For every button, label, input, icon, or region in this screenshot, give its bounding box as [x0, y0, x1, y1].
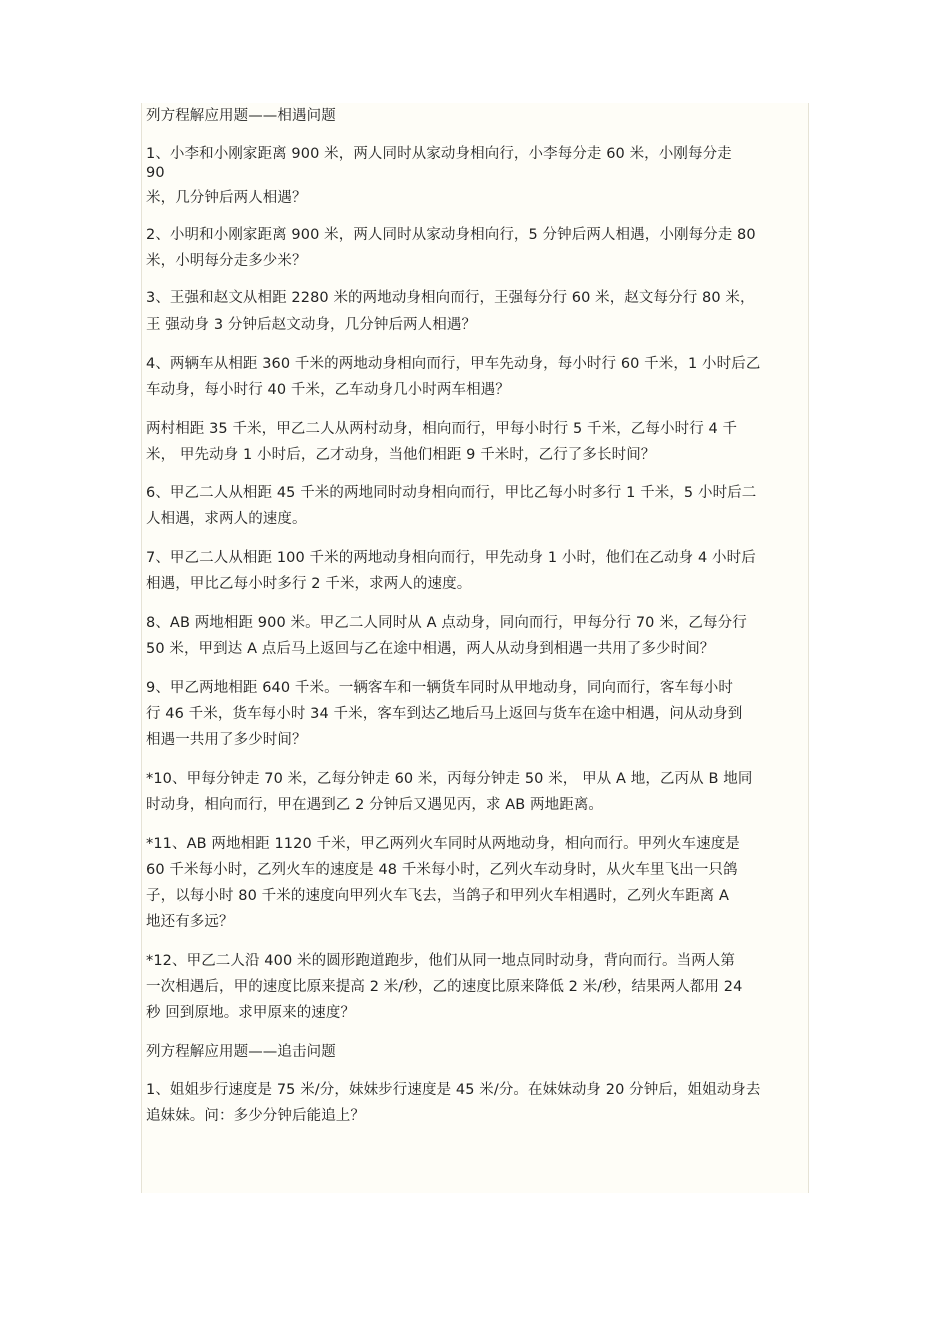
- problem-11-line-2: 60 千米每小时，乙列火车的速度是 48 千米每小时，乙列火车动身时，从火车里飞出一只鸽: [146, 862, 738, 878]
- problem-6-line-1: 6、甲乙二人从相距 45 千米的两地同时动身相向而行，甲比乙每小时多行 1 千米，5 小时后二: [146, 485, 757, 501]
- problem-1-line-2: 90: [146, 165, 165, 181]
- problem-6-line-2: 人相遇，求两人的速度。: [146, 511, 307, 527]
- section-title-chase: 列方程解应用题——追击问题: [146, 1044, 336, 1060]
- problem-12-line-1: *12、甲乙二人沿 400 米的圆形跑道跑步，他们从同一地点同时动身，背向而行。当两人第: [146, 953, 735, 969]
- problem-5-line-2: 米， 甲先动身 1 小时后，乙才动身，当他们相距 9 千米时，乙行了多长时间？: [146, 447, 656, 463]
- problem-4-line-2: 车动身，每小时行 40 千米，乙车动身几小时两车相遇？: [146, 382, 510, 398]
- problem-7-line-2: 相遇，甲比乙每小时多行 2 千米，求两人的速度。: [146, 576, 472, 592]
- problem-10-line-1: *10、甲每分钟走 70 米，乙每分钟走 60 米，丙每分钟走 50 米， 甲从 A 地，乙丙从 B 地同: [146, 771, 753, 787]
- problem-8-line-1: 8、AB 两地相距 900 米。甲乙二人同时从 A 点动身，同向而行，甲每分行 70 米，乙每分行: [146, 615, 747, 631]
- problem-11-line-4: 地还有多远？: [146, 914, 234, 930]
- problem-4-line-1: 4、两辆车从相距 360 千米的两地动身相向而行，甲车先动身，每小时行 60 千米，1 小时后乙: [146, 356, 761, 372]
- chase-problem-1-line-1: 1、姐姐步行速度是 75 米/分，妹妹步行速度是 45 米/分。在妹妹动身 20 分钟后，姐姐动身去: [146, 1082, 761, 1098]
- problem-10-line-2: 时动身，相向而行，甲在遇到乙 2 分钟后又遇见丙，求 AB 两地距离。: [146, 797, 604, 813]
- problem-8-line-2: 50 米，甲到达 A 点后马上返回与乙在途中相遇，两人从动身到相遇一共用了多少时间？: [146, 641, 715, 657]
- problem-12-line-2: 一次相遇后，甲的速度比原来提高 2 米/秒，乙的速度比原来降低 2 米/秒，结果两人都用 24: [146, 979, 743, 995]
- problem-3-line-2: 王 强动身 3 分钟后赵文动身，几分钟后两人相遇？: [146, 317, 477, 333]
- section-title-meeting: 列方程解应用题——相遇问题: [146, 108, 336, 124]
- chase-problem-1-line-2: 追妹妹。问：多少分钟后能追上？: [146, 1108, 365, 1124]
- problem-5-line-1: 两村相距 35 千米，甲乙二人从两村动身，相向而行，甲每小时行 5 千米，乙每小时行 4 千: [146, 421, 738, 437]
- problem-11-line-3: 子，以每小时 80 千米的速度向甲列火车飞去，当鸽子和甲列火车相遇时，乙列火车距离 A: [146, 888, 729, 904]
- problem-9-line-1: 9、甲乙两地相距 640 千米。一辆客车和一辆货车同时从甲地动身，同向而行，客车每小时: [146, 680, 733, 696]
- problem-1-line-1: 1、小李和小刚家距离 900 米，两人同时从家动身相向行，小李每分走 60 米，小刚每分走: [146, 146, 732, 162]
- document-content: [141, 103, 809, 1193]
- problem-9-line-3: 相遇一共用了多少时间？: [146, 732, 307, 748]
- problem-3-line-1: 3、王强和赵文从相距 2280 米的两地动身相向而行，王强每分行 60 米，赵文每分行 80 米，: [146, 290, 755, 306]
- problem-12-line-3: 秒 回到原地。求甲原来的速度？: [146, 1005, 356, 1021]
- problem-2-line-2: 米，小明每分走多少米？: [146, 253, 307, 269]
- problem-2-line-1: 2、小明和小刚家距离 900 米，两人同时从家动身相向行，5 分钟后两人相遇，小刚每分走 80: [146, 227, 756, 243]
- problem-9-line-2: 行 46 千米，货车每小时 34 千米，客车到达乙地后马上返回与货车在途中相遇，问从动身到: [146, 706, 743, 722]
- problem-7-line-1: 7、甲乙二人从相距 100 千米的两地动身相向而行，甲先动身 1 小时，他们在乙动身 4 小时后: [146, 550, 756, 566]
- problem-11-line-1: *11、AB 两地相距 1120 千米，甲乙两列火车同时从两地动身，相向而行。甲列火车速度是: [146, 836, 740, 852]
- problem-1-line-3: 米，几分钟后两人相遇？: [146, 190, 307, 206]
